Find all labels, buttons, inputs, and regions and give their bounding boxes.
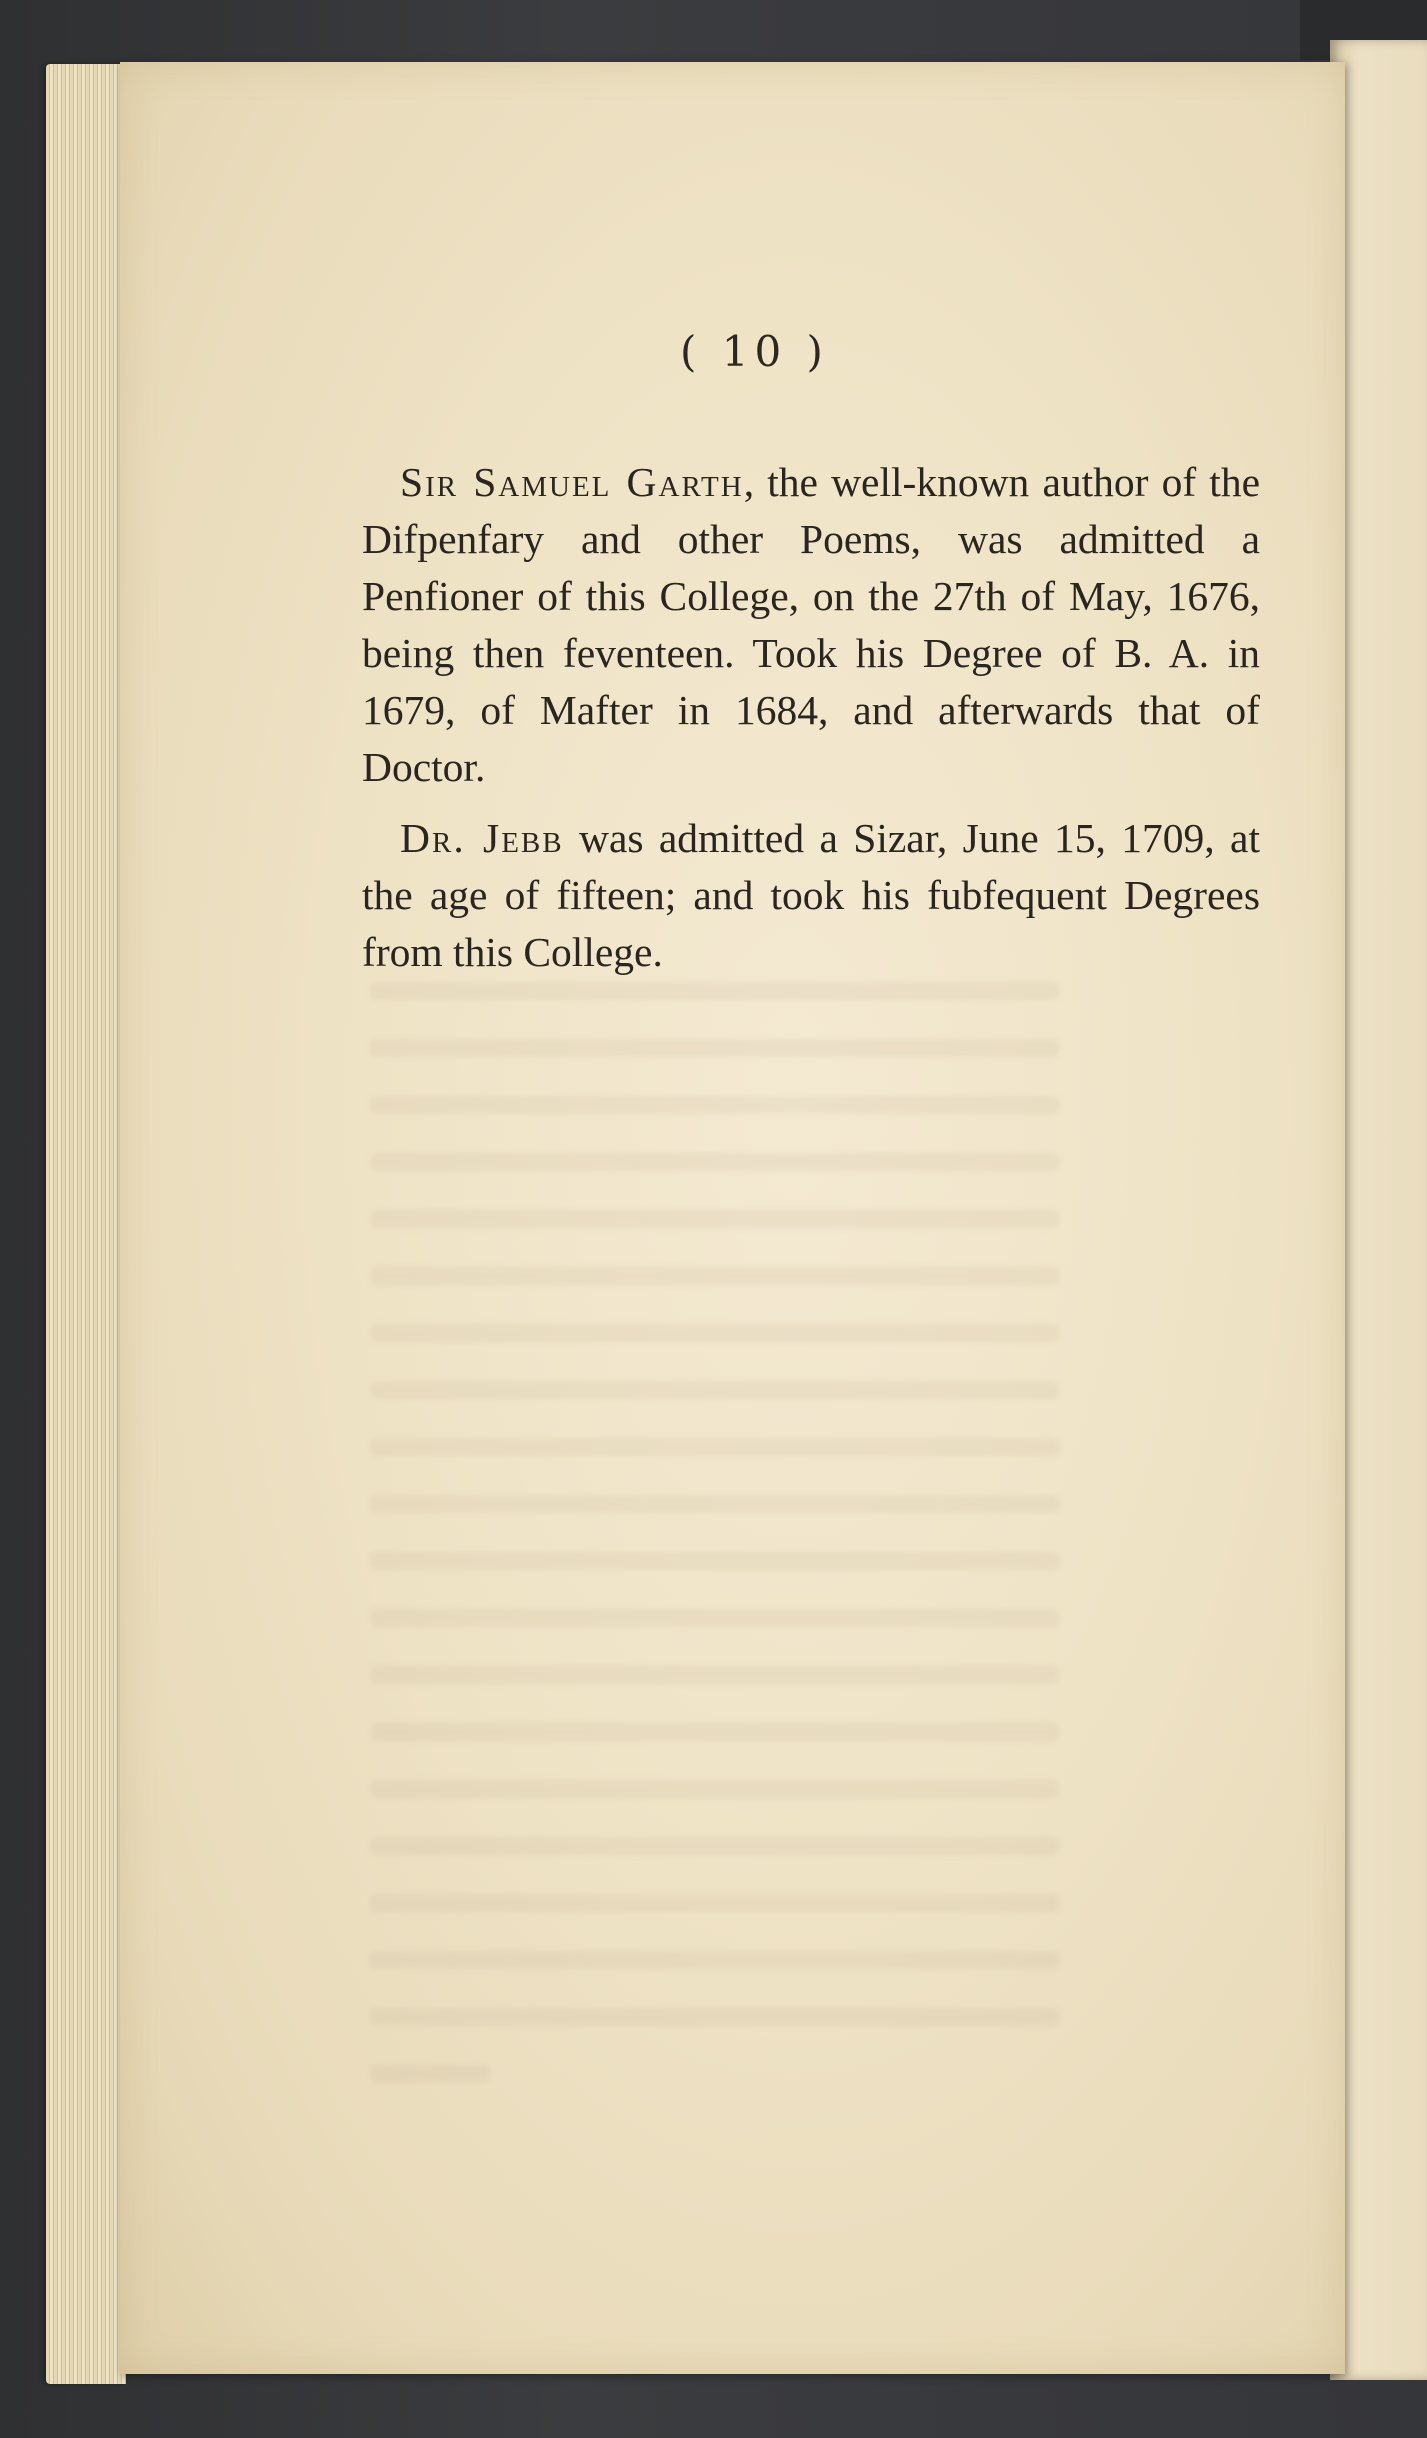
entry-text: was admitted a Sizar, June 15, 1709, at the age of fifteen; and took his fubfequent Degrees from this College. [362,815,1260,975]
entry-paragraph [362,454,1260,796]
entry-paragraph [362,810,1260,981]
book-page [120,62,1345,2374]
page-edges [46,64,126,2384]
page-number: ( 10 ) [680,327,829,376]
entry-text: , the well-known author of the Difpenfary and other Poems, was admitted a Penfioner of this College, on the 27th of May, 1676, being then feventeen. Took his Degree of B. A. in 1679, of Mafter in 1684, and afterwards that of Doctor. [362,459,1261,790]
entry-name: Dr. Jebb [400,815,564,861]
entry-name: Sir Samuel Garth [400,459,744,505]
body-text [362,454,1260,995]
reverse-side-show-through [120,62,1345,2374]
